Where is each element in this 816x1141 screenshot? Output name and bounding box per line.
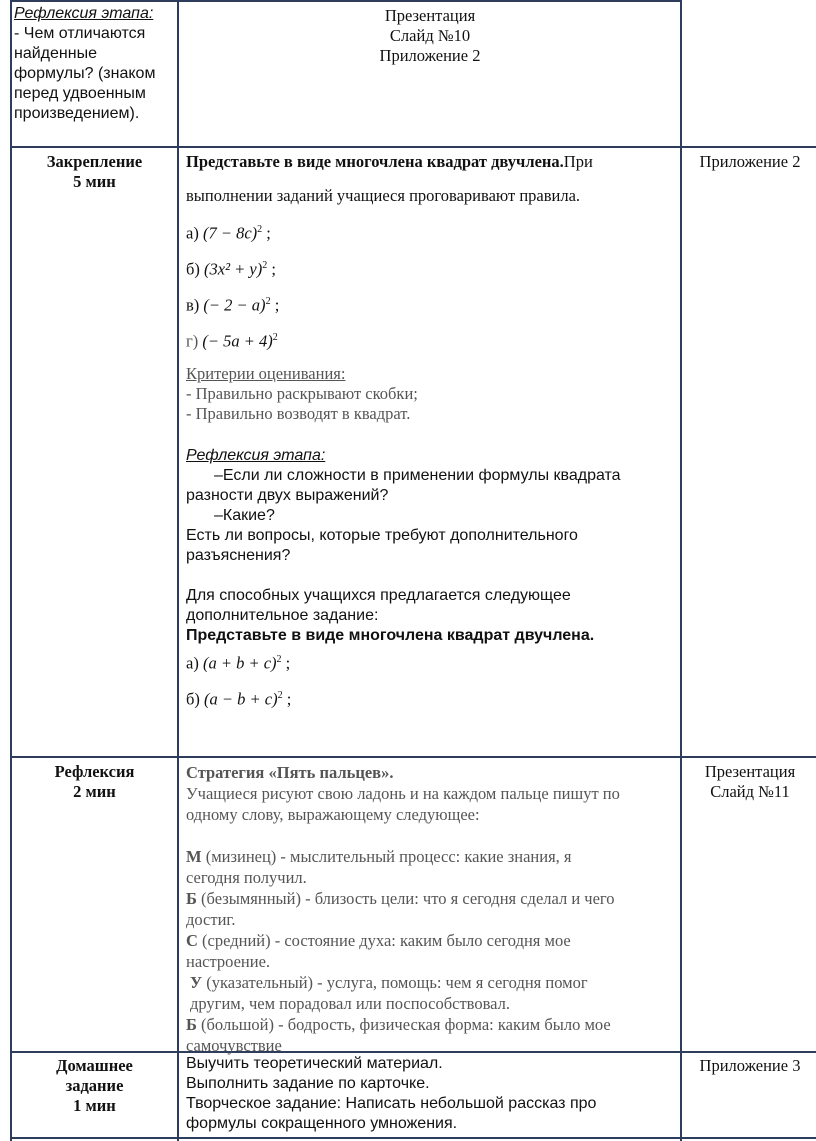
finger-item bbox=[186, 888, 676, 930]
strategy-intro-1: Учащиеся рисуют свою ладонь и на каждом пальце пишут по bbox=[186, 784, 620, 803]
homework-line: Творческое задание: Написать небольшой рассказ про bbox=[186, 1095, 597, 1112]
finger-item bbox=[186, 1014, 676, 1056]
row3-col3 bbox=[684, 1056, 816, 1076]
row1-col3 bbox=[684, 152, 816, 172]
slide-label: Слайд №11 bbox=[710, 782, 790, 801]
finger-text-cont: настроение. bbox=[186, 952, 271, 971]
finger-text-cont: достиг. bbox=[186, 910, 236, 929]
item-expression: (− 5a + 4) bbox=[202, 331, 273, 351]
homework-line: Выполнить задание по карточке. bbox=[186, 1075, 430, 1092]
extra-intro-1: Для способных учащихся предлагается следующее bbox=[186, 587, 571, 604]
criteria-item: - Правильно раскрывают скобки; bbox=[186, 384, 418, 403]
finger-item bbox=[186, 972, 676, 1014]
task-item-b bbox=[186, 256, 676, 288]
task-rest: При bbox=[563, 152, 593, 171]
item-end: ; bbox=[274, 295, 280, 315]
criteria-title: Критерии оценивания: bbox=[186, 364, 346, 383]
finger-letter: С bbox=[186, 931, 198, 950]
finger-text-cont: другим, чем порадовал или поспособствовал. bbox=[190, 994, 511, 1013]
row0-col2 bbox=[180, 6, 680, 66]
stage-duration: 1 мин bbox=[73, 1096, 116, 1115]
item-power: 2 bbox=[276, 654, 282, 665]
item-label: б) bbox=[186, 689, 200, 709]
finger-text-cont: сегодня получил. bbox=[186, 868, 307, 887]
finger-text: (безымянный) - близость цели: что я сегодня сделал и чего bbox=[196, 889, 615, 908]
row0-col1 bbox=[14, 4, 174, 124]
finger-letter: М bbox=[186, 847, 202, 866]
reflection-question-3b: разъяснения? bbox=[186, 547, 291, 564]
item-label: а) bbox=[186, 653, 199, 673]
reflection-question-1: –Если ли сложности в применении формулы квадрата bbox=[214, 467, 621, 484]
item-power: 2 bbox=[265, 296, 271, 307]
finger-letter: У bbox=[190, 973, 203, 992]
item-end: ; bbox=[286, 689, 292, 709]
finger-text: (средний) - состояние духа: каким было сегодня мое bbox=[197, 931, 571, 950]
border-col2 bbox=[680, 0, 682, 1141]
reflection-stage-question: - Чем отличаются найденные формулы? (знаком перед удвоенным произведением). bbox=[14, 25, 156, 122]
task-item-a bbox=[186, 220, 676, 252]
reflection-question-1b: разности двух выражений? bbox=[186, 487, 389, 504]
task-instruction: выполнении заданий учащиеся проговаривают правила. bbox=[186, 186, 581, 205]
strategy-title: Стратегия «Пять пальцев». bbox=[186, 763, 394, 782]
row2-col2 bbox=[186, 762, 676, 1056]
task-item-c bbox=[186, 292, 676, 324]
strategy-intro-2: одному слову, выражающему следующее: bbox=[186, 805, 480, 824]
item-end: ; bbox=[285, 653, 291, 673]
item-expression: (− 2 − a) bbox=[203, 295, 266, 315]
row1-col1 bbox=[12, 152, 177, 192]
presentation-label: Презентация bbox=[704, 762, 796, 781]
stage-name: Рефлексия bbox=[54, 762, 135, 781]
border-row1 bbox=[10, 146, 816, 148]
item-label: г) bbox=[186, 331, 199, 351]
criteria-item: - Правильно возводят в квадрат. bbox=[186, 404, 411, 423]
border-row2 bbox=[10, 756, 816, 758]
finger-text: (мизинец) - мыслительный процесс: какие знания, я bbox=[201, 847, 572, 866]
reflection-title: Рефлексия этапа: bbox=[186, 447, 326, 464]
item-label: б) bbox=[186, 259, 200, 279]
finger-letter: Б bbox=[186, 1015, 197, 1034]
item-label: в) bbox=[186, 295, 200, 315]
border-top bbox=[10, 0, 680, 2]
task-heading: Представьте в виде многочлена квадрат двучлена. bbox=[186, 152, 564, 171]
slide-label: Слайд №10 bbox=[389, 26, 471, 45]
extra-intro-2: дополнительное задание: bbox=[186, 607, 379, 624]
stage-duration: 2 мин bbox=[73, 782, 116, 801]
row2-col1 bbox=[12, 762, 177, 802]
finger-item bbox=[186, 846, 676, 888]
item-power: 2 bbox=[277, 690, 283, 701]
item-power: 2 bbox=[257, 224, 263, 235]
homework-line: Выучить теоретический материал. bbox=[186, 1055, 443, 1072]
row3-col2 bbox=[186, 1054, 676, 1134]
presentation-label: Презентация bbox=[384, 6, 476, 25]
reflection-question-2: –Какие? bbox=[214, 507, 275, 524]
finger-text: (указательный) - услуга, помощь: чем я сегодня помог bbox=[202, 973, 588, 992]
extra-item-b bbox=[186, 686, 676, 716]
appendix-label: Приложение 2 bbox=[379, 46, 481, 65]
row1-col2 bbox=[186, 152, 676, 716]
item-label: а) bbox=[186, 223, 199, 243]
item-expression: (7 − 8c) bbox=[202, 223, 258, 243]
extra-item-a bbox=[186, 650, 676, 680]
reflection-stage-title: Рефлексия этапа: bbox=[14, 5, 154, 22]
item-end: ; bbox=[266, 223, 271, 243]
item-expression: (3x² + y) bbox=[204, 259, 263, 279]
item-end: ; bbox=[271, 259, 276, 279]
item-expression: (a − b + c) bbox=[204, 689, 278, 709]
stage-duration: 5 мин bbox=[73, 172, 116, 191]
finger-item bbox=[186, 930, 676, 972]
finger-letter: Б bbox=[186, 889, 197, 908]
border-col1 bbox=[177, 0, 179, 1141]
stage-name-cont: задание bbox=[65, 1076, 124, 1095]
task-item-d bbox=[186, 328, 676, 360]
appendix-label: Приложение 2 bbox=[699, 152, 801, 171]
extra-task-heading: Представьте в виде многочлена квадрат двучлена. bbox=[186, 627, 595, 644]
stage-name: Закрепление bbox=[46, 152, 143, 171]
item-power: 2 bbox=[272, 332, 278, 343]
appendix-label: Приложение 3 bbox=[699, 1056, 801, 1075]
item-expression: (a + b + c) bbox=[202, 653, 277, 673]
finger-text-cont: самочувствие bbox=[186, 1036, 282, 1055]
item-power: 2 bbox=[262, 260, 268, 271]
finger-text: (большой) - бодрость, физическая форма: каким было мое bbox=[196, 1015, 611, 1034]
border-bottom bbox=[10, 1137, 816, 1139]
row3-col1 bbox=[12, 1056, 177, 1116]
reflection-question-3: Есть ли вопросы, которые требуют дополнительного bbox=[186, 527, 578, 544]
row2-col3 bbox=[684, 762, 816, 802]
stage-name: Домашнее bbox=[56, 1056, 133, 1075]
homework-line: формулы сокращенного умножения. bbox=[186, 1115, 458, 1132]
